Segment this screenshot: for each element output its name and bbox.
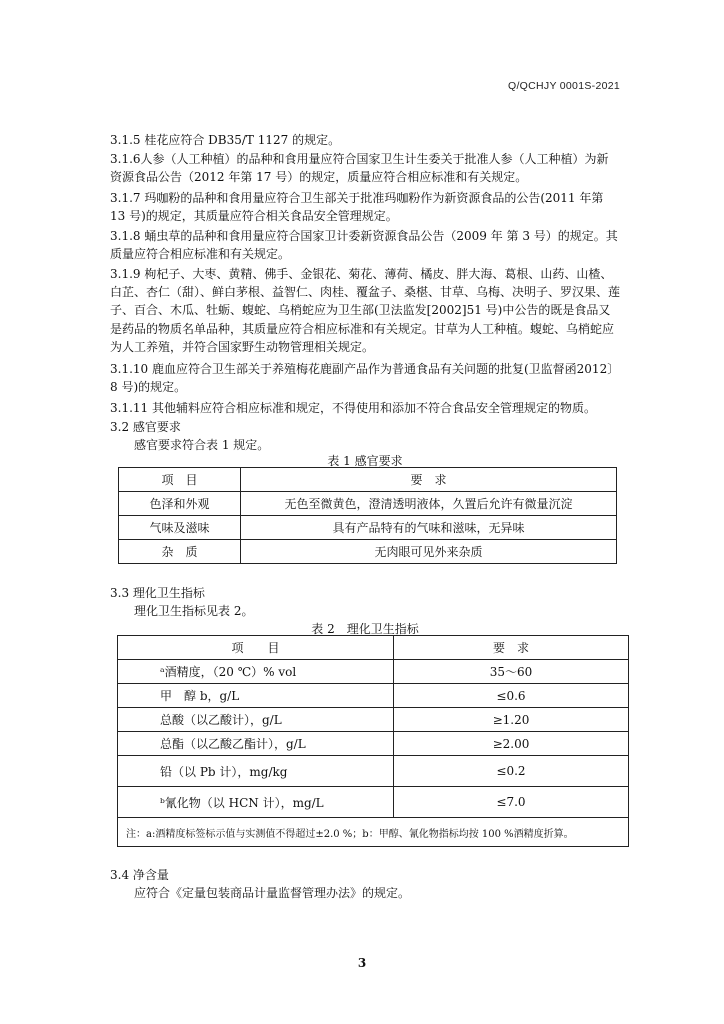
table-cell: ≥2.00 <box>394 732 629 756</box>
table-cell: 无肉眼可见外来杂质 <box>241 540 617 564</box>
clause-3-1-11: 3.1.11 其他辅料应符合相应标准和规定，不得使用和添加不符合食品安全管理规定的物质。 <box>110 401 596 415</box>
table-cell: ≤0.2 <box>394 756 629 787</box>
table-row <box>118 756 629 787</box>
table-cell: 甲 醇 b，g/L <box>118 684 394 708</box>
clause-3-1-10: 3.1.10 鹿血应符合卫生部关于养殖梅花鹿副产品作为普通食品有关问题的批复(卫监督函2012〕8 号)的规定。 <box>110 362 620 395</box>
table-cell: 无色至微黄色，澄清透明液体，久置后允许有微量沉淀 <box>241 492 617 516</box>
table-row <box>118 732 629 756</box>
table-header-cell: 项 目 <box>118 636 394 660</box>
table1-caption: 表 1 感官要求 <box>327 454 403 468</box>
table-note-row <box>118 818 629 847</box>
section-3-3-intro: 理化卫生指标见表 2。 <box>134 604 254 618</box>
page-number: 3 <box>357 956 367 970</box>
table-header-row <box>119 468 617 492</box>
table-cell: 铅（以 Pb 计），mg/kg <box>118 756 394 787</box>
table-cell: 35～60 <box>394 660 629 684</box>
clause-3-1-6: 3.1.6人参（人工种植）的品种和食用量应符合国家卫生计生委关于批准人参（人工种植）为新资源食品公告（2012 年第 17 号）的规定，质量应符合相应标准和有关规定。 <box>110 152 609 185</box>
table-row <box>119 516 617 540</box>
section-3-2-intro: 感官要求符合表 1 规定。 <box>134 438 270 452</box>
table-header-cell: 要 求 <box>394 636 629 660</box>
document-code: Q/QCHJY 0001S-2021 <box>507 80 620 92</box>
table-cell: ≥1.20 <box>394 708 629 732</box>
table-cell: ᵃ酒精度，（20 ℃）% vol <box>118 660 394 684</box>
table-cell: ᵇ氰化物（以 HCN 计），mg/L <box>118 787 394 818</box>
table-cell: ≤7.0 <box>394 787 629 818</box>
sensory-table <box>118 467 617 564</box>
table-cell: 具有产品特有的气味和滋味，无异味 <box>241 516 617 540</box>
table-row <box>118 708 629 732</box>
table-cell: 总酸（以乙酸计），g/L <box>118 708 394 732</box>
section-3-4-heading: 3.4 净含量 <box>110 868 169 882</box>
section-3-3-heading: 3.3 理化卫生指标 <box>110 586 205 600</box>
table-cell: 气味及滋味 <box>119 516 241 540</box>
table-header-cell: 要 求 <box>241 468 617 492</box>
table-row <box>118 684 629 708</box>
table-cell: 杂 质 <box>119 540 241 564</box>
table-cell: ≤0.6 <box>394 684 629 708</box>
table-header-row <box>118 636 629 660</box>
section-3-4-text: 应符合《定量包装商品计量监督管理办法》的规定。 <box>134 886 411 900</box>
table-cell: 色泽和外观 <box>119 492 241 516</box>
table-cell: 总酯（以乙酸乙酯计），g/L <box>118 732 394 756</box>
table2-caption: 表 2 理化卫生指标 <box>311 622 419 636</box>
table-row <box>119 492 617 516</box>
table-row <box>118 660 629 684</box>
clause-3-1-7: 3.1.7 玛咖粉的品种和食用量应符合卫生部关于批准玛咖粉作为新资源食品的公告(2011 年第 13 号)的规定，其质量应符合相关食品安全管理规定。 <box>110 191 604 224</box>
clause-3-1-9: 3.1.9 枸杞子、大枣、黄精、佛手、金银花、菊花、薄荷、橘皮、胖大海、葛根、山药、山楂、白芷、杏仁（甜）、鲜白茅根、益智仁、肉桂、覆盆子、桑椹、甘草、乌梅、决明子、罗汉果、莲子、百合、木瓜、牡蛎、蝮蛇、乌梢蛇应为卫生部(卫法监发[2002]51 号)中公告的既是食品又是药品的物质名单品种，其质量应符合相应标准和有关规定。甘草为人工种植。蝮蛇、乌梢蛇应为人工养殖，并符合国家野生动物管理相关规定。 <box>110 267 621 354</box>
table-header-cell: 项 目 <box>119 468 241 492</box>
section-3-2-heading: 3.2 感官要求 <box>110 420 181 434</box>
table-row <box>119 540 617 564</box>
table-note: 注：a:酒精度标签标示值与实测值不得超过±2.0 %；b：甲醇、氰化物指标均按 100 %酒精度折算。 <box>118 818 629 847</box>
clause-3-1-8: 3.1.8 蛹虫草的品种和食用量应符合国家卫计委新资源食品公告（2009 年 第 3 号）的规定。其质量应符合相应标准和有关规定。 <box>110 229 618 262</box>
physicochemical-table <box>117 635 629 847</box>
table-row <box>118 787 629 818</box>
clause-3-1-5: 3.1.5 桂花应符合 DB35/T 1127 的规定。 <box>110 133 341 147</box>
